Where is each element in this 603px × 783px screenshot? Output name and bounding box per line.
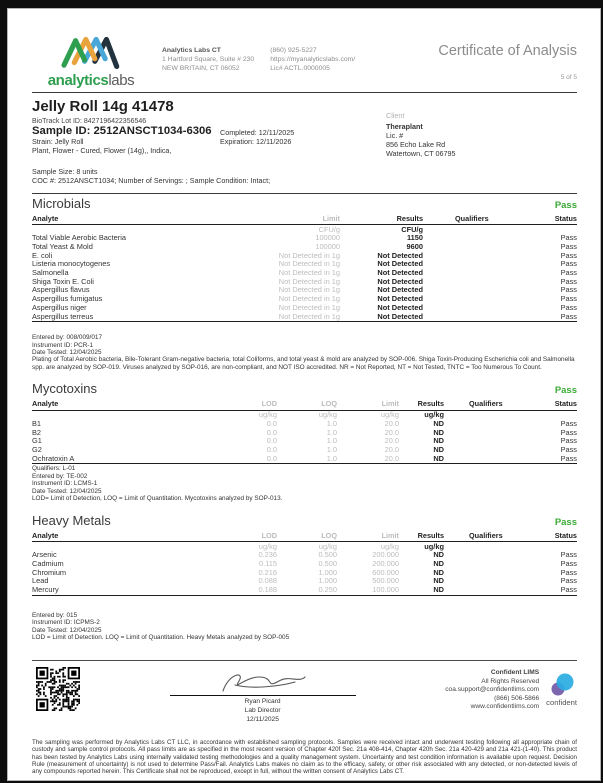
footer-divider [32,660,577,661]
lab-logo [32,33,150,88]
cell-results: ND [433,550,444,560]
client-label: Client [386,111,405,120]
qr-code [36,667,80,711]
col-loq: LOQ [321,530,337,540]
cell-qualifiers [444,420,539,429]
note-line: Qualifiers: L-01 [32,465,76,473]
cell-qualifiers [423,286,523,295]
cell-status: Pass [560,453,577,463]
cell-qualifiers [423,269,523,278]
col-lod: LOD [261,530,277,540]
cell-limit: Not Detected in 1g [278,294,340,304]
note-line: Instrument ID: PCR-1 [32,341,94,349]
sample-details [32,98,356,185]
col-qualifiers: Qualifiers [455,213,489,223]
certificate-page [7,8,601,781]
lab-license: Lic# ACTL.0000005 [270,65,330,73]
cell-results: Not Detected [377,311,423,321]
col-analyte: Analyte [32,213,59,223]
cell-qualifiers [444,455,539,464]
cell-qualifiers [444,429,539,438]
section-heavy-metals [32,511,577,642]
cell-results: Not Detected [377,259,423,269]
matrix-description: Plant, Flower - Cured, Flower (14g),, Indica, [32,145,172,155]
unit-results: CFU/g [401,224,423,234]
heavy-metals-notes [32,612,577,642]
col-lod: LOD [261,399,277,409]
cell-qualifiers [444,551,539,560]
heavy-metals-column-headers [32,531,577,543]
cell-status: Pass [560,558,577,568]
cell-qualifiers [423,295,523,304]
sample-title: Jelly Roll 14g 41478 [32,98,174,115]
section-microbials [32,193,577,372]
table-row [32,586,577,595]
signer-name: Ryan Picard [244,697,281,705]
disclaimer-text: The sampling was performed by Analytics Labs CT LLC, in accordance with established sampling protocols. Samples were received intact and underwent testing following all appropriate chain of custody and sample control protocols. All pass limits are as specified in the most recent version of Chapter 420f Sec. 21a 408-414, Chapter 420h Sec. 21a 420-429 and 21a 421-(1-40). This product has been tested by Analytics Labs using internally validated testing methodologies and a quality management system. Uncertainty and test condition information is available upon request. Decision Rule (measurement of uncertainty) is not used to determine Pass/Fail. Analytics Labs makes no claim as to the efficacy, safety, or other risk associated with any detected, or non-detected levels of any compounds reported herein. This Certificate shall not be reproduced, except in full, without the written consent of Analytics Labs CT. [32,739,577,776]
cell-limit: 200.000 [372,550,399,560]
cell-analyte: E. coli [32,250,53,260]
signature-block [80,669,445,724]
lims-name: Confident LIMS [490,669,540,677]
completed-date: Completed: 12/11/2025 [220,127,295,137]
cell-limit: Not Detected in 1g [278,302,340,312]
unit-lod: ug/kg [258,541,277,551]
table-row [32,569,577,578]
cell-limit: 20.0 [384,436,399,446]
table-row [32,420,577,429]
col-analyte: Analyte [32,399,59,409]
biotrack-lot-id: BioTrack Lot ID: 8427196422356546 [32,117,147,125]
note-line: Date Tested: 12/04/2025 [32,349,102,357]
unit-loq: ug/kg [318,410,337,420]
col-results: Results [396,213,423,223]
cell-results: ND [433,453,444,463]
note-line: Entered by: 008/009/017 [32,334,102,342]
cell-qualifiers [423,260,523,269]
note-line: Entered by: TE-002 [32,472,88,480]
microbials-notes [32,334,577,371]
lims-phone: (866) 506-5866 [494,694,540,702]
cell-status: Pass [560,241,577,251]
cell-loq: 1.000 [318,576,337,586]
cell-lod: 0.0 [266,453,277,463]
cell-results: ND [433,427,444,437]
col-analyte: Analyte [32,530,59,540]
cell-loq: 0.500 [318,550,337,560]
page-number: 5 of 5 [560,74,577,81]
document-type-title: Certificate of Analysis [438,43,577,59]
cell-limit: 200.000 [372,558,399,568]
lab-address-line2: NEW BRITAIN, CT 06052 [162,65,240,73]
note-line: Entered by: 015 [32,611,78,619]
units-row [32,542,577,551]
table-row [32,577,577,586]
confident-logo-icon [549,673,575,697]
sample-size: Sample Size: 8 units [32,166,98,176]
cell-status: Pass [560,418,577,428]
cell-limit: 20.0 [384,445,399,455]
note-line: Plating of Total Aerobic bacteria, Bile-Tolerant Gram-negative bacteria, total Coliforms, and total yeast & mold are analyzed by SOP-006. Shiga Toxin-Producing Escherichia coli and Salmonella spp. are analyzed by SOP-019. Viruses analyzed by SOP-016, are non-compliant, and NOT ISO accredited. NR = Not Reported, NT = Not Tested, TNTC = Too Numerous To Count. [32,356,575,371]
coc-line: COC #: 2512ANSCT1034; Number of Servings: ; Sample Condition: Intact; [32,175,271,185]
cell-limit: Not Detected in 1g [278,268,340,278]
cell-analyte: Total Viable Aerobic Bacteria [32,233,126,243]
signature-line [170,695,356,696]
cell-analyte: Lead [32,576,49,586]
client-address-line1: 856 Echo Lake Rd [386,140,446,149]
cell-analyte: Aspergillus flavus [32,285,90,295]
col-status: Status [554,530,577,540]
lims-rights: All Rights Reserved [481,677,540,685]
section-title: Heavy Metals [32,512,111,528]
cell-analyte: Aspergillus terreus [32,311,94,321]
cell-limit: 600.000 [372,567,399,577]
lims-site: www.confidentlims.com [470,702,540,710]
cell-lod: 0.236 [258,550,277,560]
heavy-metals-header [32,511,577,531]
table-row [32,437,577,446]
mycotoxins-notes [32,465,577,502]
client-license: Lic. # [386,131,404,140]
section-title: Microbials [32,195,91,211]
cell-status: Pass [560,567,577,577]
cell-limit: 20.0 [384,427,399,437]
cell-results: Not Detected [377,276,423,286]
cell-limit: Not Detected in 1g [278,285,340,295]
cell-analyte: Ochratoxin A [32,453,75,463]
cell-analyte: Cadmium [32,558,64,568]
cell-results: Not Detected [377,250,423,260]
cell-loq: 0.250 [318,585,337,595]
heavy-metals-table [32,542,577,596]
note-line: Instrument ID: LCMS-1 [32,480,98,488]
cell-analyte: Aspergillus niger [32,302,87,312]
col-results: Results [417,530,444,540]
cell-loq: 1.0 [326,445,337,455]
cell-analyte: Listeria monocytogenes [32,259,111,269]
cell-status: Pass [560,311,577,321]
sample-id: Sample ID: 2512ANSCT1034-6306 [32,124,212,137]
cell-analyte: Chromium [32,567,67,577]
cell-status: Pass [560,427,577,437]
cell-limit: 20.0 [384,418,399,428]
cell-status: Pass [560,233,577,243]
table-row [32,429,577,438]
cell-qualifiers [423,304,523,313]
cell-limit: Not Detected in 1g [278,259,340,269]
table-row [32,455,577,464]
table-row [32,313,577,322]
unit-limit: ug/kg [380,410,399,420]
cell-results: ND [433,445,444,455]
strain: Strain: Jelly Roll [32,136,84,146]
cell-qualifiers [423,278,523,287]
cell-qualifiers [423,252,523,261]
cell-status: Pass [560,250,577,260]
cell-analyte: B2 [32,427,42,437]
cell-results: 1150 [406,233,423,243]
cell-results: ND [433,558,444,568]
cell-limit: 100000 [315,233,340,243]
expiration-date: Expiration: 12/11/2026 [220,136,292,146]
note-line: Date Tested: 12/04/2025 [32,487,102,495]
cell-limit: 100000 [315,241,340,251]
logo-wordmark-secondary: labs [108,72,135,89]
cell-analyte: Aspergillus fumigatus [32,294,103,304]
mycotoxins-column-headers [32,399,577,411]
unit-loq: ug/kg [318,541,337,551]
cell-analyte: B1 [32,418,42,428]
col-results: Results [417,399,444,409]
cell-lod: 0.0 [266,418,277,428]
table-row [32,551,577,560]
cell-loq: 0.500 [318,558,337,568]
note-line: LOD= Limit of Detection, LOQ = Limit of Quantitation. Mycotoxins analyzed by SOP-013. [32,495,283,503]
mycotoxins-table [32,411,577,465]
cell-limit: Not Detected in 1g [278,311,340,321]
note-line: Date Tested: 12/04/2025 [32,626,102,634]
cell-results: ND [433,576,444,586]
logo-wordmark [32,74,150,88]
section-status-badge: Pass [554,199,577,211]
footer [32,667,577,724]
section-status-badge: Pass [554,516,577,528]
cell-results: ND [433,436,444,446]
cell-analyte: Mercury [32,585,59,595]
signer-role: Lab Director [244,707,281,715]
cell-limit: Not Detected in 1g [278,276,340,286]
microbials-header [32,194,577,214]
lims-email: coa.support@confidentlims.com [445,686,540,694]
cell-loq: 1.0 [326,418,337,428]
cell-lod: 0.0 [266,427,277,437]
cell-results: Not Detected [377,285,423,295]
cell-qualifiers [444,446,539,455]
confident-logo [546,673,577,707]
cell-results: 9600 [406,241,423,251]
note-line: LOD = Limit of Detection. LOQ = Limit of Quantitation. Heavy Metals analyzed by SOP-005 [32,633,290,641]
col-status: Status [554,399,577,409]
mycotoxins-header [32,379,577,399]
cell-status: Pass [560,576,577,586]
cell-status: Pass [560,276,577,286]
lab-name: Analytics Labs CT [162,47,221,54]
logo-wordmark-primary: analytics [47,72,109,89]
cell-analyte: Salmonella [32,268,69,278]
lab-phone: (860) 925-5227 [270,47,317,54]
cell-status: Pass [560,268,577,278]
cell-status: Pass [560,585,577,595]
cell-results: Not Detected [377,294,423,304]
lab-website: https://myanalyticslabs.com/ [270,56,356,64]
note-line: Instrument ID: ICPMS-2 [32,619,100,627]
cell-qualifiers [444,586,539,595]
units-row [32,411,577,420]
cell-analyte: Shiga Toxin E. Coli [32,276,94,286]
table-row [32,234,577,243]
signer-date: 12/11/2025 [246,716,279,724]
cell-lod: 0.0 [266,436,277,446]
cell-loq: 1.0 [326,453,337,463]
unit-results: ug/kg [424,541,444,551]
cell-loq: 1.0 [326,436,337,446]
table-row [32,446,577,455]
lims-block [445,669,577,711]
client-name: Theraplant [386,122,423,131]
lab-phone-block [270,46,355,74]
table-row [32,560,577,569]
section-status-badge: Pass [554,385,577,397]
cell-analyte: Total Yeast & Mold [32,241,93,251]
cell-qualifiers [444,577,539,586]
section-mycotoxins [32,379,577,502]
col-qualifiers: Qualifiers [469,399,503,409]
cell-analyte: Arsenic [32,550,57,560]
client-address-line2: Watertown, CT 06795 [386,149,456,158]
col-limit: Limit [381,399,399,409]
cell-results: ND [433,418,444,428]
cell-qualifiers [444,560,539,569]
cell-lod: 0.216 [258,567,277,577]
cell-lod: 0.088 [258,576,277,586]
header-divider [32,92,577,93]
mountain-logo-icon [48,33,134,69]
col-loq: LOQ [321,399,337,409]
cell-results: Not Detected [377,268,423,278]
cell-status: Pass [560,550,577,560]
cell-limit: 20.0 [384,453,399,463]
cell-limit: 500.000 [372,576,399,586]
cell-results: Not Detected [377,302,423,312]
cell-qualifiers [423,243,523,252]
cell-lod: 0.188 [258,585,277,595]
microbials-table [32,225,577,322]
unit-results: ug/kg [424,410,444,420]
client-block [386,111,456,185]
cell-lod: 0.115 [259,558,277,568]
lab-address-block [162,46,254,74]
cell-qualifiers [423,313,523,322]
col-limit: Limit [322,213,340,223]
microbials-column-headers [32,214,577,226]
unit-lod: ug/kg [258,410,277,420]
col-limit: Limit [381,530,399,540]
section-title: Mycotoxins [32,381,98,397]
sample-id-grid [32,125,356,155]
col-qualifiers: Qualifiers [469,530,503,540]
cell-limit: 100.000 [372,585,399,595]
cell-qualifiers [444,569,539,578]
cell-status: Pass [560,302,577,312]
cell-analyte: G1 [32,436,42,446]
cell-qualifiers [423,234,523,243]
cell-status: Pass [560,285,577,295]
lims-contact [445,669,539,711]
cell-results: ND [433,567,444,577]
header-right [438,43,577,81]
cell-loq: 1.0 [326,427,337,437]
lab-contact-info [162,46,355,74]
cell-status: Pass [560,294,577,304]
cell-analyte: G2 [32,445,42,455]
cell-loq: 1.000 [318,567,337,577]
cell-status: Pass [560,259,577,269]
lab-address-line1: 1 Hartford Square, Suite # 230 [162,56,255,64]
confident-logo-text: confident [546,698,577,708]
cell-status: Pass [560,445,577,455]
header [32,33,577,88]
cell-status: Pass [560,436,577,446]
cell-results: ND [433,585,444,595]
sample-info [32,98,577,185]
col-status: Status [554,213,577,223]
cell-limit: Not Detected in 1g [278,250,340,260]
sample-meta [32,167,356,185]
unit-limit: CFU/g [318,224,340,234]
unit-limit: ug/kg [380,541,399,551]
cell-lod: 0.0 [266,445,277,455]
cell-qualifiers [444,437,539,446]
